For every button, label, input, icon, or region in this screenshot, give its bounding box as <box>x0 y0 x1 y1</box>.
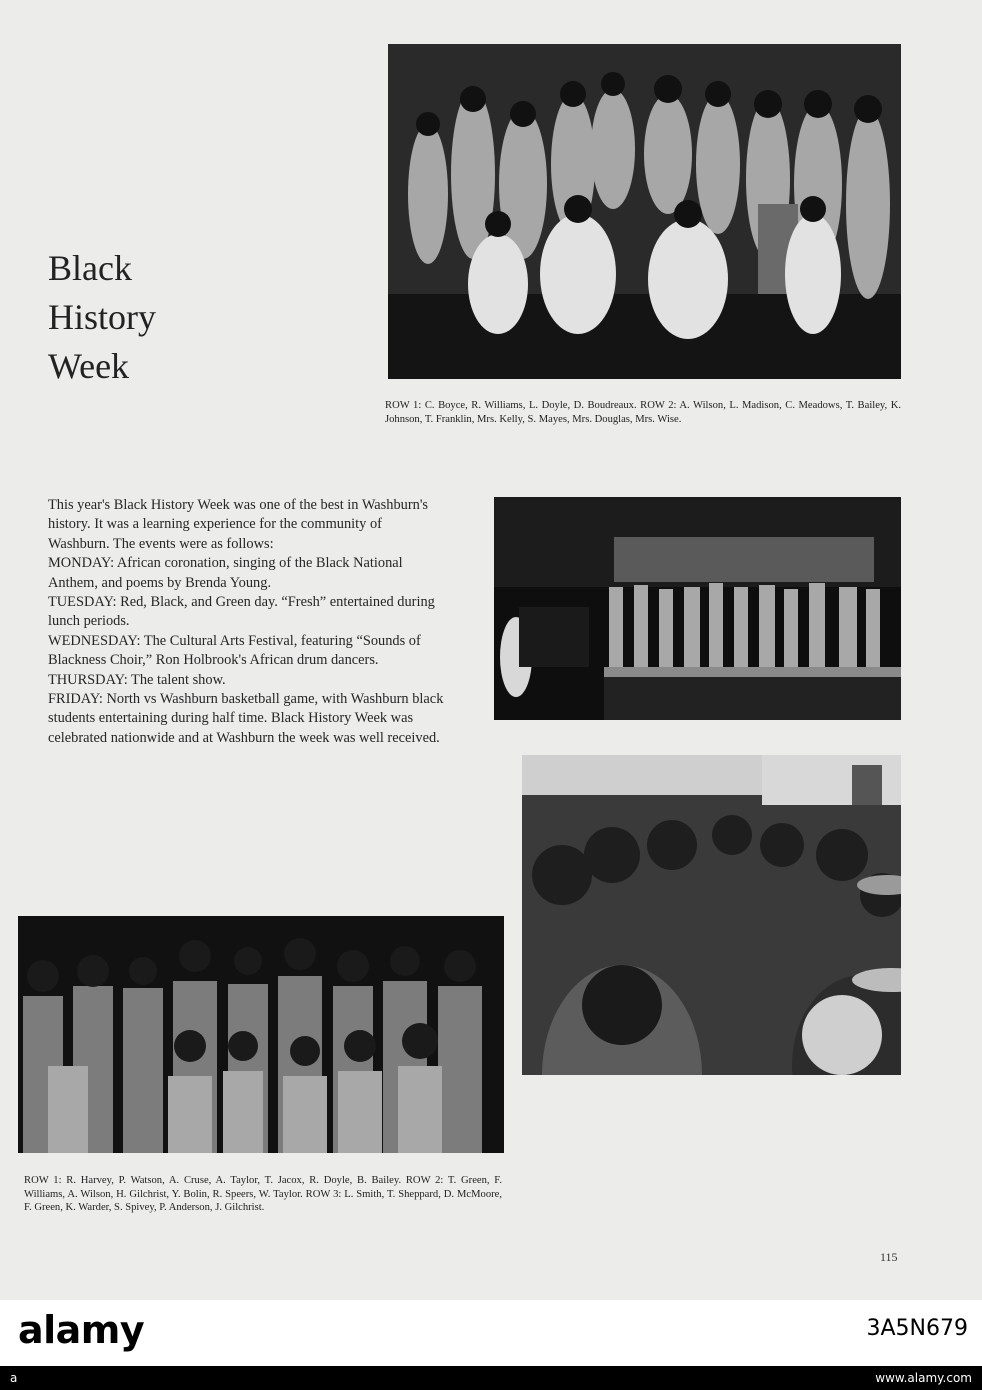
article-tuesday: TUESDAY: Red, Black, and Green day. “Fresh” entertained during lunch periods. <box>48 594 435 630</box>
stage-choir-photo <box>494 497 901 720</box>
article-text <box>48 496 446 748</box>
page-number: 115 <box>880 1250 898 1264</box>
choir-rows-photo <box>18 916 504 1153</box>
footer-strip <box>0 1366 982 1390</box>
image-id: 3A5N679 <box>866 1316 968 1341</box>
article-thursday: THURSDAY: The talent show. <box>48 671 226 688</box>
article-friday: FRIDAY: North vs Washburn basketball game, with Washburn black students entertaining during half time. Black History Week was celebrated nationwide and at Washburn the week was well received. <box>48 691 444 746</box>
article-intro: This year's Black History Week was one of the best in Washburn's history. It was a learning experience for the community of Washburn. The events were as follows: <box>48 497 429 552</box>
article-monday: MONDAY: African coronation, singing of the Black National Anthem, and poems by Brenda Young. <box>48 555 403 591</box>
footer-strip-url: www.alamy.com <box>875 1371 972 1385</box>
title-line-1: Black <box>48 248 132 288</box>
coronation-group-photo <box>388 44 901 379</box>
title-line-2: History <box>48 297 156 337</box>
brand-logo: alamy <box>18 1308 145 1352</box>
band-gym-photo <box>522 755 901 1075</box>
article-wednesday: WEDNESDAY: The Cultural Arts Festival, featuring “Sounds of Blackness Choir,” Ron Holbrook's African drum dancers. <box>48 632 421 669</box>
page-title <box>48 244 156 391</box>
top-photo-caption: ROW 1: C. Boyce, R. Williams, L. Doyle, D. Boudreaux. ROW 2: A. Wilson, L. Madison, C. Meadows, T. Bailey, K. Johnson, T. Franklin, Mrs. Kelly, S. Mayes, Mrs. Douglas, Mrs. Wise. <box>385 400 901 425</box>
bottom-photo-caption: ROW 1: R. Harvey, P. Watson, A. Cruse, A. Taylor, T. Jacox, R. Doyle, B. Bailey. ROW 2: T. Green, F. Williams, A. Wilson, H. Gilchrist, Y. Bolin, R. Speers, W. Taylor. ROW 3: L. Smith, T. Sheppard, D. McMoore, F. Green, K. Warder, S. Spivey, P. Anderson, J. Gilchrist. <box>24 1175 502 1213</box>
title-line-3: Week <box>48 346 130 386</box>
footer-strip-left: a <box>10 1371 18 1385</box>
